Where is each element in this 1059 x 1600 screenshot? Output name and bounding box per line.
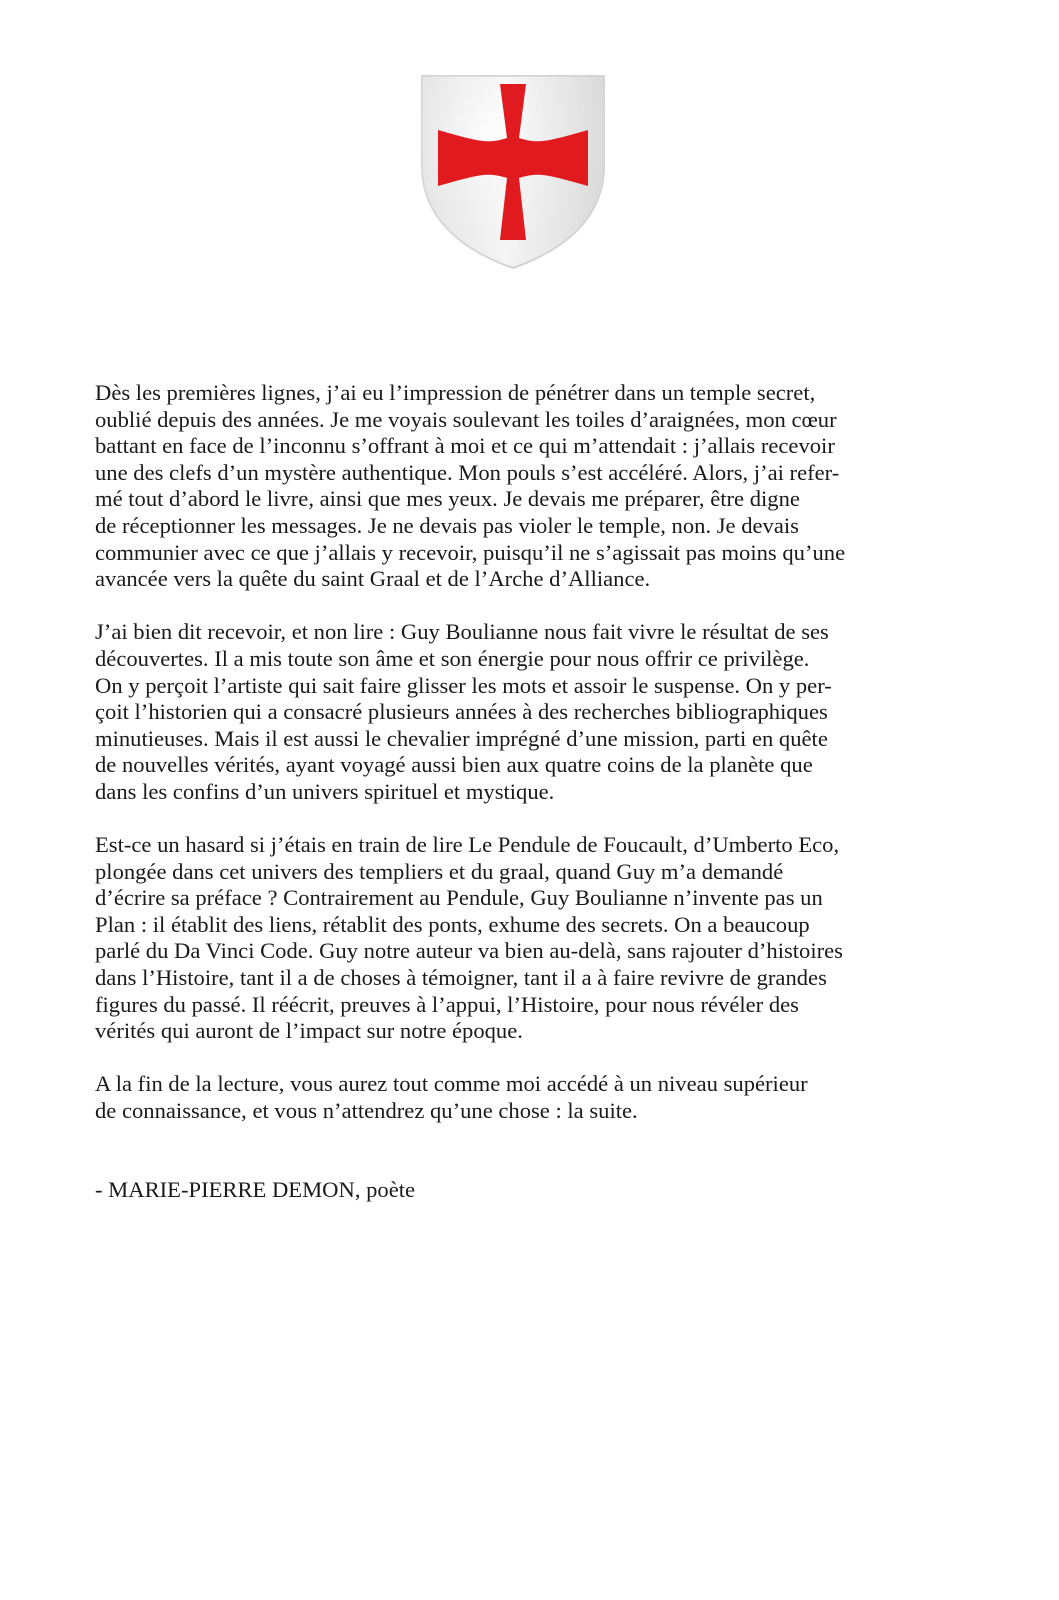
- text-line: communier avec ce que j’allais y recevoir, puisqu’il ne s’agissait pas moins qu’une: [95, 539, 846, 565]
- preface-text: [95, 380, 975, 1203]
- author-signature: - MARIE-PIERRE DEMON, poète: [95, 1176, 416, 1202]
- text-line: de connaissance, et vous n’attendrez qu’une chose : la suite.: [95, 1098, 638, 1124]
- text-line: Plan : il établit des liens, rétablit des ponts, exhume des secrets. On a beaucoup: [95, 911, 810, 937]
- text-line: de réceptionner les messages. Je ne devais pas violer le temple, non. Je devais: [95, 512, 799, 538]
- text-line: Dès les premières lignes, j’ai eu l’impression de pénétrer dans un temple secret,: [95, 380, 816, 405]
- text-line: d’écrire sa préface ? Contrairement au Pendule, Guy Boulianne n’invente pas un: [95, 885, 823, 911]
- text-line: figures du passé. Il réécrit, preuves à l’appui, l’Histoire, pour nous révéler des: [95, 991, 799, 1017]
- text-line: oublié depuis des années. Je me voyais soulevant les toiles d’araignées, mon cœur: [95, 406, 837, 432]
- text-line: une des clefs d’un mystère authentique. Mon pouls s’est accéléré. Alors, j’ai refer-: [95, 459, 840, 485]
- paragraph-4: [95, 1071, 975, 1124]
- text-line: parlé du Da Vinci Code. Guy notre auteur va bien au-delà, sans rajouter d’histoires: [95, 938, 843, 964]
- text-line: battant en face de l’inconnu s’offrant à moi et ce qui m’attendait : j’allais recevoir: [95, 433, 835, 459]
- text-line: mé tout d’abord le livre, ainsi que mes yeux. Je devais me préparer, être digne: [95, 486, 800, 512]
- text-line: minutieuses. Mais il est aussi le chevalier imprégné d’une mission, parti en quête: [95, 725, 828, 751]
- text-line: çoit l’historien qui a consacré plusieurs années à des recherches bibliographiques: [95, 699, 828, 725]
- paragraph-3: [95, 832, 975, 1045]
- text-line: dans les confins d’un univers spirituel et mystique.: [95, 778, 555, 804]
- text-line: découvertes. Il a mis toute son âme et son énergie pour nous offrir ce privilège.: [95, 645, 810, 671]
- text-line: dans l’Histoire, tant il a de choses à témoigner, tant il a à faire revivre de grandes: [95, 965, 827, 991]
- templar-cross-shield-icon: [420, 74, 606, 270]
- text-line: Est-ce un hasard si j’étais en train de lire Le Pendule de Foucault, d’Umberto Eco,: [95, 832, 840, 858]
- text-line: J’ai bien dit recevoir, et non lire : Guy Boulianne nous fait vivre le résultat de ses: [95, 619, 829, 645]
- paragraph-2: [95, 619, 975, 805]
- text-line: vérités qui auront de l’impact sur notre époque.: [95, 1018, 523, 1044]
- text-line: A la fin de la lecture, vous aurez tout comme moi accédé à un niveau supérieur: [95, 1071, 808, 1097]
- text-line: avancée vers la quête du saint Graal et de l’Arche d’Alliance.: [95, 566, 651, 592]
- text-line: plongée dans cet univers des templiers et du graal, quand Guy m’a demandé: [95, 858, 784, 884]
- text-line: de nouvelles vérités, ayant voyagé aussi bien aux quatre coins de la planète que: [95, 752, 813, 778]
- text-line: On y perçoit l’artiste qui sait faire glisser les mots et assoir le suspense. On y per-: [95, 672, 832, 698]
- paragraph-1: [95, 380, 975, 593]
